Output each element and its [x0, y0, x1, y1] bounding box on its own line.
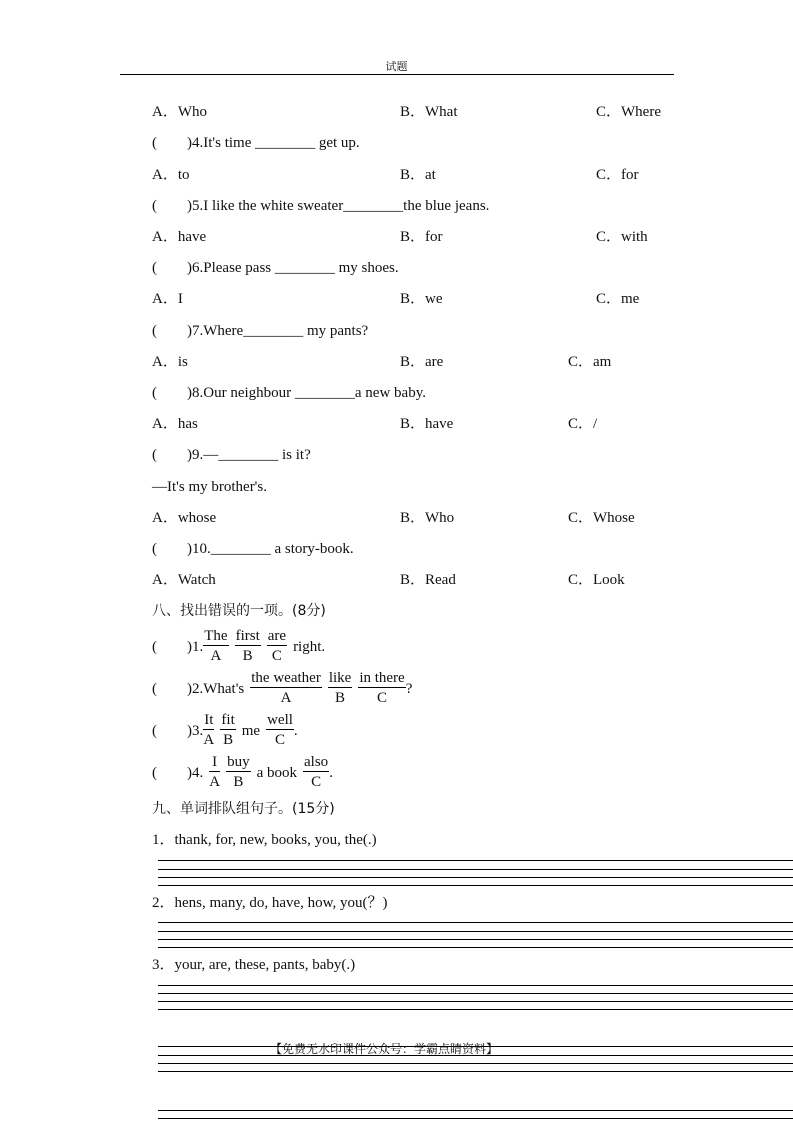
- question-8: ( )8.Our neighbour ________a new baby.: [152, 385, 426, 401]
- q4-option-b: B．at: [400, 167, 436, 183]
- footer-watermark-text: 【免费无水印课件公众号：学霸点睛资料】: [270, 1042, 499, 1056]
- item-suffix: right.: [293, 639, 326, 655]
- writing-line: [158, 1118, 793, 1119]
- section-9-title: 九、单词排队组句子。(15分): [152, 801, 335, 817]
- underlined-part-c: also C: [304, 754, 329, 790]
- option-b: B．What: [400, 104, 458, 120]
- underlined-part-b: like B: [328, 670, 352, 706]
- question-5: ( )5.I like the white sweater________the blue jeans.: [152, 198, 490, 214]
- q10-option-b: B．Read: [400, 572, 456, 588]
- q7-option-c: C．am: [568, 354, 612, 370]
- q6-option-c: C．me: [596, 291, 640, 307]
- error-item-1: [152, 628, 325, 666]
- writing-line: [158, 869, 793, 870]
- option-c: C．Where: [596, 104, 661, 120]
- q10-option-c: C．Look: [568, 572, 625, 588]
- header-rule: [120, 74, 674, 75]
- q4-option-a: A．to: [152, 167, 190, 183]
- writing-line: [158, 877, 793, 878]
- writing-line: [158, 1009, 793, 1010]
- item-suffix: .: [329, 765, 333, 781]
- q7-option-a: A．is: [152, 354, 188, 370]
- error-item-4: [152, 754, 333, 792]
- q9-option-c: C．Whose: [568, 510, 635, 526]
- question-9-answer-line: —It's my brother's.: [152, 479, 267, 495]
- underlined-part-c: well C: [267, 712, 293, 748]
- item-prefix: ( )1.: [152, 639, 204, 655]
- q4-option-c: C．for: [596, 167, 639, 183]
- writing-line: [158, 922, 793, 923]
- writing-line: [158, 860, 793, 861]
- q10-option-a: A．Watch: [152, 572, 216, 588]
- writing-line: [158, 1110, 793, 1111]
- q5-option-b: B．for: [400, 229, 443, 245]
- error-item-3: [152, 712, 298, 750]
- plain-word: me: [241, 723, 261, 739]
- writing-line: [158, 931, 793, 932]
- writing-line: [158, 939, 793, 940]
- plain-word: a book: [256, 765, 298, 781]
- question-6: ( )6.Please pass ________ my shoes.: [152, 260, 399, 276]
- underlined-part-a: It A: [203, 712, 215, 748]
- q9-option-b: B．Who: [400, 510, 455, 526]
- item-suffix: .: [293, 723, 298, 739]
- q6-option-a: A．I: [152, 291, 183, 307]
- error-item-2: [152, 670, 412, 708]
- underlined-part-c: in there C: [359, 670, 405, 706]
- writing-line: [158, 1063, 793, 1064]
- q7-option-b: B．are: [400, 354, 444, 370]
- question-9: ( )9.—________ is it?: [152, 447, 311, 463]
- question-7: ( )7.Where________ my pants?: [152, 323, 369, 339]
- underlined-part-a: the weather A: [251, 670, 321, 706]
- writing-line: [158, 1001, 793, 1002]
- section-8-title: 八、找出错误的一项。(8分): [152, 603, 326, 619]
- q6-option-b: B．we: [400, 291, 443, 307]
- question-4: ( )4.It's time ________ get up.: [152, 135, 360, 151]
- writing-line: [158, 1071, 793, 1072]
- question-10: ( )10.________ a story-book.: [152, 541, 354, 557]
- item-prefix: ( )2.What's: [152, 681, 245, 697]
- item-prefix: ( )3.: [152, 723, 204, 739]
- underlined-part-b: buy B: [227, 754, 250, 790]
- reorder-question-2: 2．hens, many, do, have, how, you(？): [152, 895, 388, 911]
- writing-line: [158, 947, 793, 948]
- q8-option-a: A．has: [152, 416, 198, 432]
- reorder-question-3: 3．your, are, these, pants, baby(.): [152, 957, 356, 973]
- q5-option-a: A．have: [152, 229, 207, 245]
- underlined-part-b: first B: [235, 628, 260, 664]
- page-header: 试题: [385, 60, 408, 73]
- writing-line: [158, 985, 793, 986]
- item-prefix: ( )4.: [152, 765, 204, 781]
- q8-option-c: C．/: [568, 416, 598, 432]
- q9-option-a: A．whose: [152, 510, 217, 526]
- underlined-part-a: The A: [204, 628, 228, 664]
- q5-option-c: C．with: [596, 229, 648, 245]
- item-suffix: ?: [405, 681, 413, 697]
- underlined-part-b: fit B: [221, 712, 235, 748]
- reorder-question-1: 1．thank, for, new, books, you, the(.): [152, 832, 377, 848]
- writing-line: [158, 885, 793, 886]
- underlined-part-a: I A: [209, 754, 221, 790]
- option-a: A．Who: [152, 104, 207, 120]
- writing-line: [158, 993, 793, 994]
- q8-option-b: B．have: [400, 416, 454, 432]
- underlined-part-c: are C: [267, 628, 287, 664]
